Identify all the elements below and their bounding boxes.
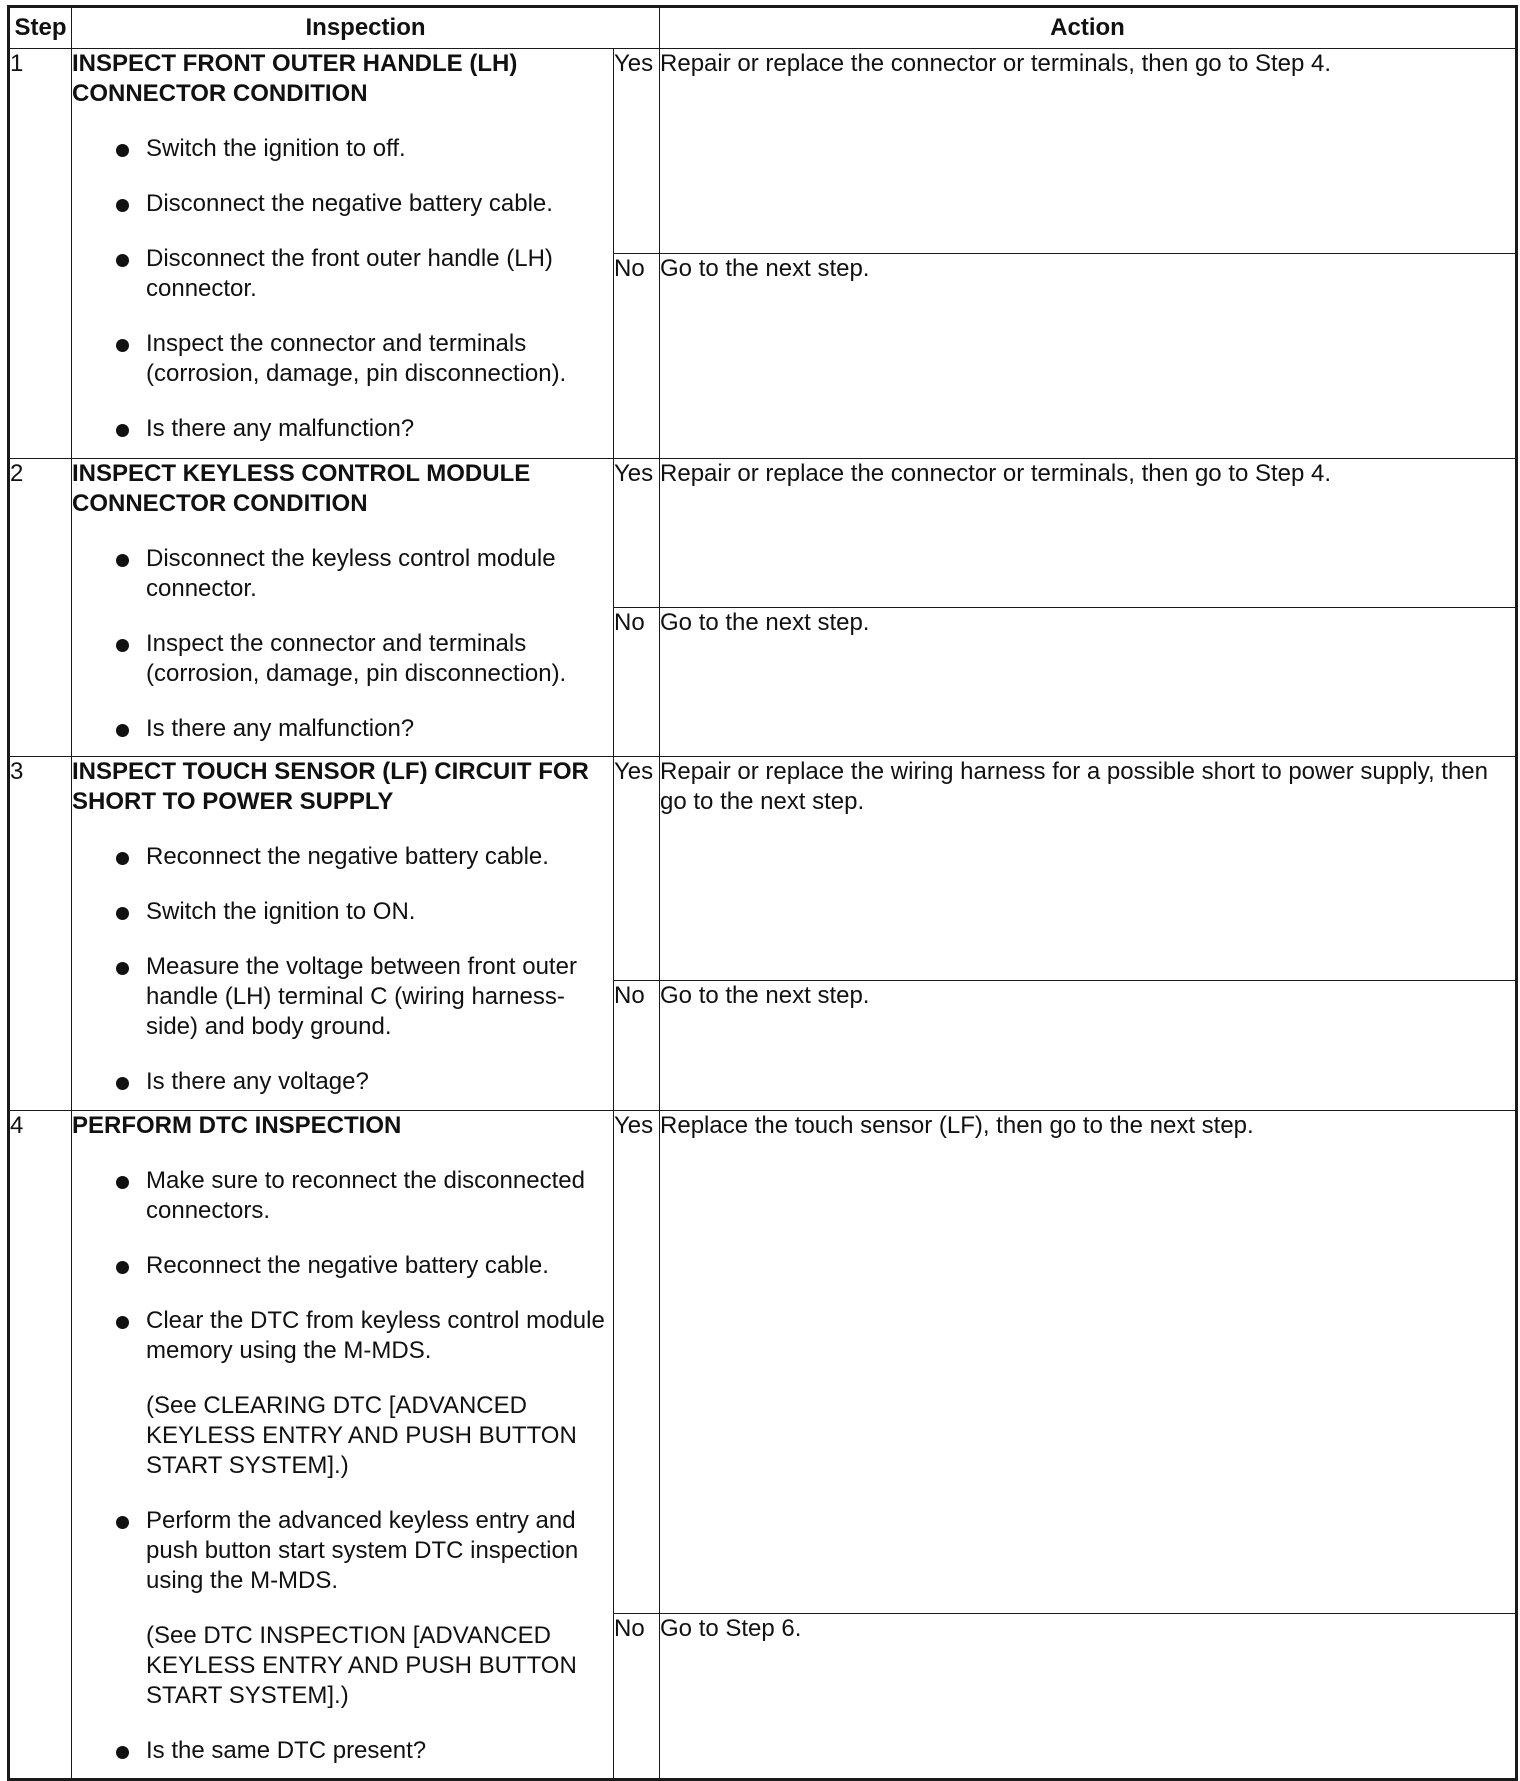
step-inspection	[72, 49, 614, 459]
yes-label: Yes	[614, 757, 660, 981]
yes-action: Repair or replace the connector or terminals, then go to Step 4.	[660, 459, 1517, 608]
bullet-icon	[116, 1516, 129, 1529]
inspection-list	[72, 134, 613, 444]
bullet-icon	[116, 254, 129, 267]
step-4-yes-row	[9, 1111, 1517, 1614]
inspection-item: Is there any malfunction?	[72, 714, 613, 744]
bullet-icon	[116, 907, 129, 920]
bullet-icon	[116, 1176, 129, 1189]
no-label: No	[614, 254, 660, 459]
inspection-item: Switch the ignition to ON.	[72, 897, 613, 927]
reference-note: (See CLEARING DTC [ADVANCED KEYLESS ENTRY AND PUSH BUTTON START SYSTEM].)	[146, 1392, 577, 1479]
reference-note: (See DTC INSPECTION [ADVANCED KEYLESS ENTRY AND PUSH BUTTON START SYSTEM].)	[146, 1622, 577, 1709]
step-title: INSPECT KEYLESS CONTROL MODULE CONNECTOR CONDITION	[72, 460, 531, 517]
header-row	[9, 7, 1517, 49]
step-number: 1	[9, 49, 72, 459]
yes-action: Repair or replace the wiring harness for a possible short to power supply, then go to the next step.	[660, 757, 1517, 981]
inspection-list	[72, 1506, 613, 1596]
bullet-icon	[116, 144, 129, 157]
inspection-item: Make sure to reconnect the disconnected connectors.	[72, 1166, 613, 1226]
yes-action: Repair or replace the connector or terminals, then go to Step 4.	[660, 49, 1517, 254]
header-inspection: Inspection	[72, 7, 660, 49]
step-inspection	[72, 757, 614, 1111]
inspection-list	[72, 1166, 613, 1366]
bullet-icon	[116, 1746, 129, 1759]
inspection-item: Is the same DTC present?	[72, 1736, 613, 1766]
bullet-icon	[116, 554, 129, 567]
inspection-item: Inspect the connector and terminals (corrosion, damage, pin disconnection).	[72, 629, 613, 689]
step-title: INSPECT FRONT OUTER HANDLE (LH) CONNECTOR CONDITION	[72, 50, 518, 107]
inspection-list	[72, 544, 613, 744]
bullet-icon	[116, 962, 129, 975]
inspection-item: Inspect the connector and terminals (corrosion, damage, pin disconnection).	[72, 329, 613, 389]
bullet-icon	[116, 424, 129, 437]
inspection-item: Reconnect the negative battery cable.	[72, 1251, 613, 1281]
step-2-yes-row	[9, 459, 1517, 608]
step-3-yes-row	[9, 757, 1517, 981]
inspection-item: Perform the advanced keyless entry and push button start system DTC inspection using the M-MDS.	[72, 1506, 613, 1596]
no-label: No	[614, 981, 660, 1111]
bullet-icon	[116, 339, 129, 352]
bullet-icon	[116, 852, 129, 865]
step-inspection	[72, 459, 614, 757]
yes-action: Replace the touch sensor (LF), then go to the next step.	[660, 1111, 1517, 1614]
inspection-list	[72, 842, 613, 1097]
no-label: No	[614, 608, 660, 757]
step-inspection	[72, 1111, 614, 1780]
inspection-item: Clear the DTC from keyless control module memory using the M-MDS.	[72, 1306, 613, 1366]
inspection-list	[72, 1736, 613, 1766]
no-action: Go to the next step.	[660, 981, 1517, 1111]
step-1-yes-row	[9, 49, 1517, 254]
step-number: 4	[9, 1111, 72, 1780]
no-action: Go to the next step.	[660, 608, 1517, 757]
step-number: 3	[9, 757, 72, 1111]
bullet-icon	[116, 724, 129, 737]
bullet-icon	[116, 1261, 129, 1274]
step-number: 2	[9, 459, 72, 757]
inspection-item: Measure the voltage between front outer handle (LH) terminal C (wiring harness-side) and body ground.	[72, 952, 613, 1042]
header-step: Step	[9, 7, 72, 49]
no-action: Go to Step 6.	[660, 1614, 1517, 1780]
no-action: Go to the next step.	[660, 254, 1517, 459]
no-label: No	[614, 1614, 660, 1780]
diagnostic-procedure-table	[7, 5, 1518, 1781]
bullet-icon	[116, 639, 129, 652]
bullet-icon	[116, 1077, 129, 1090]
inspection-item: Disconnect the keyless control module connector.	[72, 544, 613, 604]
inspection-item: Disconnect the negative battery cable.	[72, 189, 613, 219]
inspection-item: Is there any malfunction?	[72, 414, 613, 444]
inspection-item: Reconnect the negative battery cable.	[72, 842, 613, 872]
header-action: Action	[660, 7, 1517, 49]
yes-label: Yes	[614, 1111, 660, 1614]
inspection-item: Disconnect the front outer handle (LH) connector.	[72, 244, 613, 304]
step-title: INSPECT TOUCH SENSOR (LF) CIRCUIT FOR SHORT TO POWER SUPPLY	[72, 758, 589, 815]
yes-label: Yes	[614, 49, 660, 254]
inspection-item: Switch the ignition to off.	[72, 134, 613, 164]
bullet-icon	[116, 1316, 129, 1329]
inspection-item: Is there any voltage?	[72, 1067, 613, 1097]
step-title: PERFORM DTC INSPECTION	[72, 1112, 402, 1139]
yes-label: Yes	[614, 459, 660, 608]
bullet-icon	[116, 199, 129, 212]
